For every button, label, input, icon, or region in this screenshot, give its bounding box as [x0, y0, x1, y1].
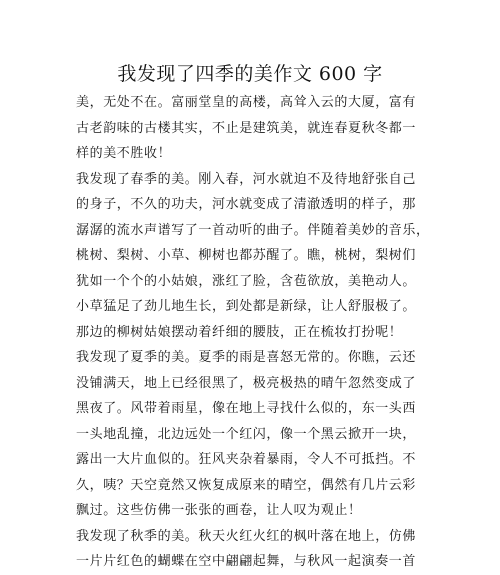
text-line: 飘过。这些仿佛一张张的画卷，让人叹为观止！: [76, 503, 362, 518]
text-line: 犹如一个个的小姑娘，涨红了脸，含苞欲放，美艳动人。: [76, 273, 417, 289]
text-line: 一片片红色的蝴蝶在空中翩翩起舞，与秋风一起演奏一首: [76, 554, 417, 569]
text-line: 我发现了秋季的美。秋天火红火红的枫叶落在地上，仿佛: [76, 528, 417, 544]
text-line: 古老韵味的古楼其实，不止是建筑美，就连春夏秋冬都一: [76, 120, 417, 136]
document-title: 我发现了四季的美作文 600 字: [117, 63, 383, 85]
text-line: 一头地乱撞，北边远处一个红闪，像一个黑云掀开一块，: [76, 426, 417, 442]
text-line: 美，无处不在。富丽堂皇的高楼，高耸入云的大厦，富有: [76, 95, 417, 110]
text-line: 久，咦？天空竟然又恢复成原来的晴空，偶然有几片云彩: [76, 477, 417, 493]
text-line: 那边的柳树姑娘摆动着纤细的腰肢，正在梳妆打扮呢！: [76, 324, 403, 340]
text-line: 的身子，不久的功夫，河水就变成了清澈透明的样子，那: [76, 197, 417, 212]
document-body: [76, 90, 430, 575]
text-line: 露出一大片血似的。狂风夹杂着暴雨，令人不可抵挡。不: [76, 452, 417, 467]
text-line: 桃树、梨树、小草、柳树也都苏醒了。瞧，桃树，梨树们: [76, 248, 417, 263]
text-line: 潺潺的流水声谱写了一首动听的曲子。伴随着美妙的音乐，: [76, 222, 430, 238]
text-line: 小草猛足了劲儿地生长，到处都是新绿，让人舒服极了。: [76, 299, 417, 314]
text-line: 我发现了春季的美。刚入春，河水就迫不及待地舒张自己: [76, 171, 417, 187]
text-line: 样的美不胜收！: [76, 146, 172, 161]
text-line: 没铺满天，地上已经很黑了，极亮极热的晴午忽然变成了: [76, 375, 417, 391]
text-line: 我发现了夏季的美。夏季的雨是喜怒无常的。你瞧，云还: [76, 350, 417, 365]
text-line: 黑夜了。风带着雨星，像在地上寻找什么似的，东一头西: [76, 401, 417, 416]
